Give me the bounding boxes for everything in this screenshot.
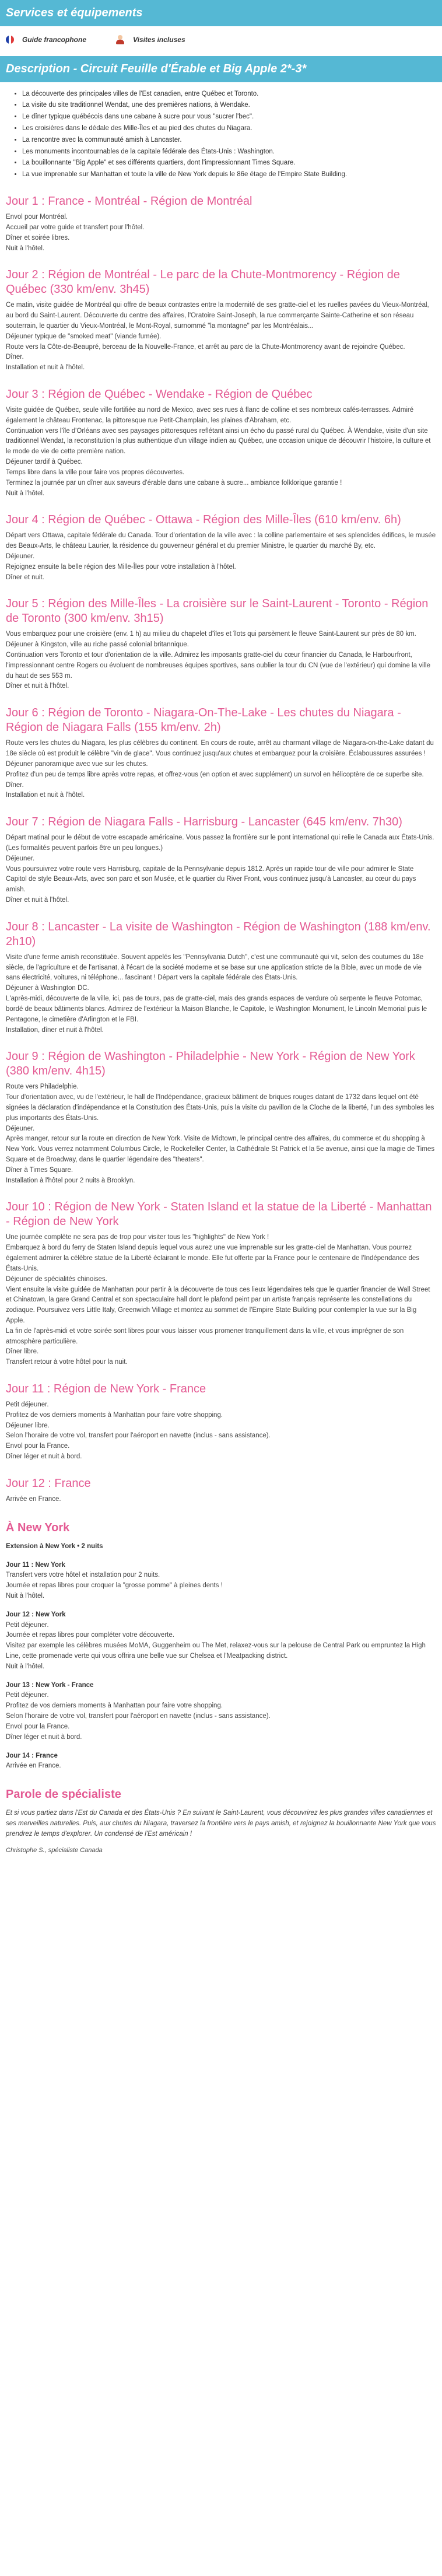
day-title: Jour 11 : Région de New York - France <box>6 1382 206 1396</box>
service-label: Guide francophone <box>22 36 87 44</box>
highlight-item: • Les monuments incontournables de la capitale fédérale des États-Unis : Washington. <box>22 147 442 158</box>
service-item <box>115 34 185 46</box>
day-title: Jour 3 : Région de Québec - Wendake - Région de Québec <box>6 388 313 401</box>
service-item <box>6 34 86 46</box>
highlights-list <box>0 89 442 181</box>
day-title: Jour 5 : Région des Mille-Îles - La croisière sur le Saint-Laurent - Toronto - Région de Toronto (300 km/env. 3h15) <box>6 597 429 625</box>
day-title: Jour 2 : Région de Montréal - Le parc de la Chute-Montmorency - Région de Québec (330 km/env. 3h45) <box>6 268 400 296</box>
france-flag-icon <box>6 36 14 44</box>
day-text: Visite guidée de Québec, seule ville fortifiée au nord de Mexico, avec ses rues à flanc de colline et ses nombreux cafés-terrasses. Admiré également le château Frontenac, la pittoresque rue Petit-Champlain, les plaines d'Abraham, etc. Continuation vers l'île d'Orléans avec ses paysages pittoresques reflétant ainsi un écho du passé rural du Québec. À Wendake, visite d'un site traditionnel Wendat, la reconstitution la plus authentique d'un village indien au Québec, une occasion unique de découvrir l'histoire, la culture et le mode de vie de cette première nation. Déjeuner tardif à Québec. Temps libre dans la ville pour faire vos propres découvertes. Terminez la journée par un dîner aux saveurs d'érable dans une cabane à sucre... ambiance folklorique garantie ! Nuit à l'hôtel. <box>6 407 431 497</box>
day-text: Une journée complète ne sera pas de trop pour visiter tous les "highlights" de New York ! Embarquez à bord du ferry de Staten Island depuis lequel vous aurez une vue imprenable sur les gratte-ciel de Manhattan. Vous pourrez également admirer la célèbre statue de la Liberté éclairant le monde. Elle fut offerte par la France pour le centenaire de l'Indépendance des États-Unis. Déjeuner de spécialités chinoises. Vient ensuite la visite guidée de Manhattan pour partir à la découverte de tous ces lieux légendaires tels que le quartier financier de Wall Street et Chinatown, la gare Grand Central et son spectaculaire hall dont le plafond peint par un artiste français représente les constellations du zodiaque. Poursuivez vers Little Italy, Greenwich Village et montez au sommet de l'Empire State Building pour contempler la vue sur la Big Apple. La fin de l'après-midi et votre soirée sont libres pour vous laisser vous promener tranquillement dans la ville, et vous imprégner de son atmosphère particulière. Dîner libre. Transfert retour à votre hôtel pour la nuit. <box>6 1234 430 1366</box>
services-header: Services et équipements <box>0 0 442 26</box>
day-title: Jour 12 : France <box>6 1476 91 1490</box>
extension-day-title: Jour 12 : New York <box>6 1611 66 1618</box>
itinerary <box>0 194 442 1505</box>
day-title: Jour 6 : Région de Toronto - Niagara-On-The-Lake - Les chutes du Niagara - Région de Niagara Falls (155 km/env. 2h) <box>6 706 401 734</box>
service-label: Visites incluses <box>133 36 185 44</box>
extension-day-text: Petit déjeuner. Journée et repas libres pour compléter votre découverte. Visitez par exemple les célèbres musées MoMA, Guggenheim ou The Met, relaxez-vous sur la pelouse de Central Park ou empruntez la High Line, cette promenade verte qui vous offrira une belle vue sur Chelsea et l'Meatpacking district. Nuit à l'hôtel. <box>6 1621 426 1670</box>
highlight-item: • Le dîner typique québécois dans une cabane à sucre pour vous "sucrer l'bec". <box>22 112 442 123</box>
extension-day-text: Arrivée en France. <box>6 1762 61 1770</box>
day-text: Départ vers Ottawa, capitale fédérale du Canada. Tour d'orientation de la ville avec : la colline parlementaire et ses splendides édifices, le musée des Beaux-Arts, le château Laurier, la résidence du gouverneur général et du premier Ministre, le quartier du marché By, etc. Déjeuner. Rejoignez ensuite la belle région des Mille-Îles pour votre installation à l'hôtel. Dîner et nuit. <box>6 532 436 581</box>
specialist-text: Et si vous partiez dans l'Est du Canada et des États-Unis ? En suivant le Saint-Laurent, vous découvrirez les plus grandes villes canadiennes et ses merveilles naturelles. Puis, aux chutes du Niagara, traversez la frontière vers le pays amish, et rejoignez la bouillonnante New York que vous prendrez le temps d'explorer. Un condensé de l'Est américain ! <box>6 1810 436 1838</box>
day-text: Petit déjeuner. Profitez de vos derniers moments à Manhattan pour faire votre shopping. Déjeuner libre. Selon l'horaire de votre vol, transfert pour l'aéroport en navette (inclus - sans assistance). Envol pour la France. Dîner léger et nuit à bord. <box>6 1401 271 1461</box>
extension-day-title: Jour 11 : New York <box>6 1561 65 1569</box>
highlight-item: • La rencontre avec la communauté amish à Lancaster. <box>22 135 442 146</box>
day-title: Jour 9 : Région de Washington - Philadelphie - New York - Région de New York (380 km/env. 4h15) <box>6 1050 415 1078</box>
description-header: Description - Circuit Feuille d'Érable et Big Apple 2*-3* <box>0 56 442 82</box>
guide-person-icon <box>115 35 125 44</box>
day-text: Route vers Philadelphie. Tour d'orientation avec, vu de l'extérieur, le hall de l'Indépendance, gracieux bâtiment de briques rouges datant de 1732 dans lequel ont été signées la déclaration d'indépendance et la Constitution des États-Unis, puis la visite du pavillon de la Cloche de la liberté, l'un des symboles les plus importants des États-Unis. Déjeuner. Après manger, retour sur la route en direction de New York. Visite de Midtown, le principal centre des affaires, du commerce et du shopping à New York. Vous verrez notamment Columbus Circle, le Rockefeller Center, la Cathédrale St Patrick et la 5e avenue, ainsi que la magie de Times Square et de Broadway, dans le quartier légendaire des "theaters". Dîner à Times Square. Installation à l'hôtel pour 2 nuits à Brooklyn. <box>6 1083 435 1184</box>
extension-day-text: Petit déjeuner. Profitez de vos derniers moments à Manhattan pour faire votre shopping. Selon l'horaire de votre vol, transfert pour l'aéroport en navette (inclus - sans assistance). Envol pour la France. Dîner léger et nuit à bord. <box>6 1692 271 1741</box>
day-text: Départ matinal pour le début de votre escapade américaine. Vous passez la frontière sur le pont international qui relie le Canada aux États-Unis. (Les formalités peuvent parfois être un peu longues.) Déjeuner. Vous poursuivrez votre route vers Harrisburg, capitale de la Pennsylvanie depuis 1812. Après un rapide tour de ville pour admirer le State Capitol de style Beaux-Arts, avec son parc et son Musée, et le quartier du River Front, vous continuez jusqu'à Lancaster, au cœur du pays amish. Dîner et nuit à l'hôtel. <box>6 834 434 904</box>
extension-section <box>0 1519 442 1772</box>
day-title: Jour 1 : France - Montréal - Région de Montréal <box>6 195 252 208</box>
specialist-section <box>0 1786 442 1855</box>
services-list <box>0 26 442 56</box>
day-title: Jour 8 : Lancaster - La visite de Washington - Région de Washington (188 km/env. 2h10) <box>6 920 431 948</box>
extension-day-title: Jour 13 : New York - France <box>6 1681 94 1689</box>
extension-lead: Extension à New York • 2 nuits <box>6 1542 103 1550</box>
day-title: Jour 4 : Région de Québec - Ottawa - Région des Mille-Îles (610 km/env. 6h) <box>6 513 401 527</box>
extension-day-title: Jour 14 : France <box>6 1752 58 1759</box>
day-text: Envol pour Montréal. Accueil par votre guide et transfert pour l'hôtel. Dîner et soirée libres. Nuit à l'hôtel. <box>6 214 145 252</box>
extension-day-text: Transfert vers votre hôtel et installation pour 2 nuits. Journée et repas libres pour croquer la "grosse pomme" à pleines dents ! Nuit à l'hôtel. <box>6 1572 223 1600</box>
day-title: Jour 7 : Région de Niagara Falls - Harrisburg - Lancaster (645 km/env. 7h30) <box>6 816 402 829</box>
highlight-item: • La bouillonnante "Big Apple" et ses différents quartiers, dont l'impressionnant Times Square. <box>22 158 442 169</box>
day-text: Ce matin, visite guidée de Montréal qui offre de beaux contrastes entre la modernité de ses gratte-ciel et les ruelles pavées du Vieux-Montréal, au bord du Saint-Laurent. Découverte du centre des affaires, l'Oratoire Saint-Joseph, la rue commerçante Sainte-Catherine et son réseau souterrain, le quartier du Vieux-Montréal, le Mont-Royal, surnommé "la montagne" par les Montréalais... Déjeuner typique de "smoked meat" (viande fumée). Route vers la Côte-de-Beaupré, berceau de la Nouvelle-France, et arrêt au parc de la Chute-Montmorency avant de rejoindre Québec. Dîner. Installation et nuit à l'hôtel. <box>6 302 429 372</box>
highlight-item: • La découverte des principales villes de l'Est canadien, entre Québec et Toronto. <box>22 89 442 100</box>
highlight-item: • La vue imprenable sur Manhattan et toute la ville de New York depuis le 86e étage de l'Empire State Building. <box>22 170 442 180</box>
day-text: Vous embarquez pour une croisière (env. 1 h) au milieu du chapelet d'îles et îlots qui parsèment le fleuve Saint-Laurent sur près de 80 km. Déjeuner à Kingston, ville au riche passé colonial britannique. Continuation vers Toronto et tour d'orientation de la ville. Admirez les imposants gratte-ciel du cœur financier du Canada, le Harbourfront, l'impressionnant centre Rogers ou évoluent de nombreuses équipes sportives, sans oublier la tour du CN (vue de l'extérieur) qui domine la ville du haut de ses 553 m. Dîner et nuit à l'hôtel. <box>6 631 430 690</box>
day-title: Jour 10 : Région de New York - Staten Island et la statue de la Liberté - Manhattan - Région de New York <box>6 1200 432 1228</box>
highlight-item: • La visite du site traditionnel Wendat, une des premières nations, à Wendake. <box>22 100 442 111</box>
extension-title: À New York <box>6 1521 70 1534</box>
highlight-item: • Les croisières dans le dédale des Mille-Îles et au pied des chutes du Niagara. <box>22 124 442 134</box>
day-text: Visite d'une ferme amish reconstituée. Souvent appelés les "Pennsylvania Dutch", c'est une communauté qui vit, selon des coutumes du 18e siècle, de l'agriculture et de l'artisanat, à l'écart de la société moderne et se base sur une application stricte de la Bible, avec un mode de vie sans électricité, voitures, ni téléphone... fascinant ! Départ vers la capitale fédérale des États-Unis. Déjeuner à Washington DC. L'après-midi, découverte de la ville, ici, pas de tours, pas de gratte-ciel, mais des grands espaces de verdure où serpente le fleuve Potomac, bordé de beaux bâtiments blancs. Admirez de l'extérieur la Maison Blanche, le Capitole, le Washington Monument, le Lincoln Memorial puis le Pentagone, le cimetière d'Arlington et le FBI. Installation, dîner et nuit à l'hôtel. <box>6 953 427 1034</box>
day-text: Arrivée en France. <box>6 1495 61 1503</box>
specialist-signature: Christophe S., spécialiste Canada <box>6 1846 103 1854</box>
day-text: Route vers les chutes du Niagara, les plus célèbres du continent. En cours de route, arrêt au charmant village de Niagara-on-the-Lake datant du 18e siècle où est produit le célèbre "vin de glace". Vous continuez jusqu'aux chutes et embarquez pour la croisière. Éclaboussures assurées ! Déjeuner panoramique avec vue sur les chutes. Profitez d'un peu de temps libre après votre repas, et offrez-vous (en option et avec supplément) un survol en hélicoptère de ce superbe site. Dîner. Installation et nuit à l'hôtel. <box>6 740 434 799</box>
specialist-title: Parole de spécialiste <box>6 1788 121 1801</box>
